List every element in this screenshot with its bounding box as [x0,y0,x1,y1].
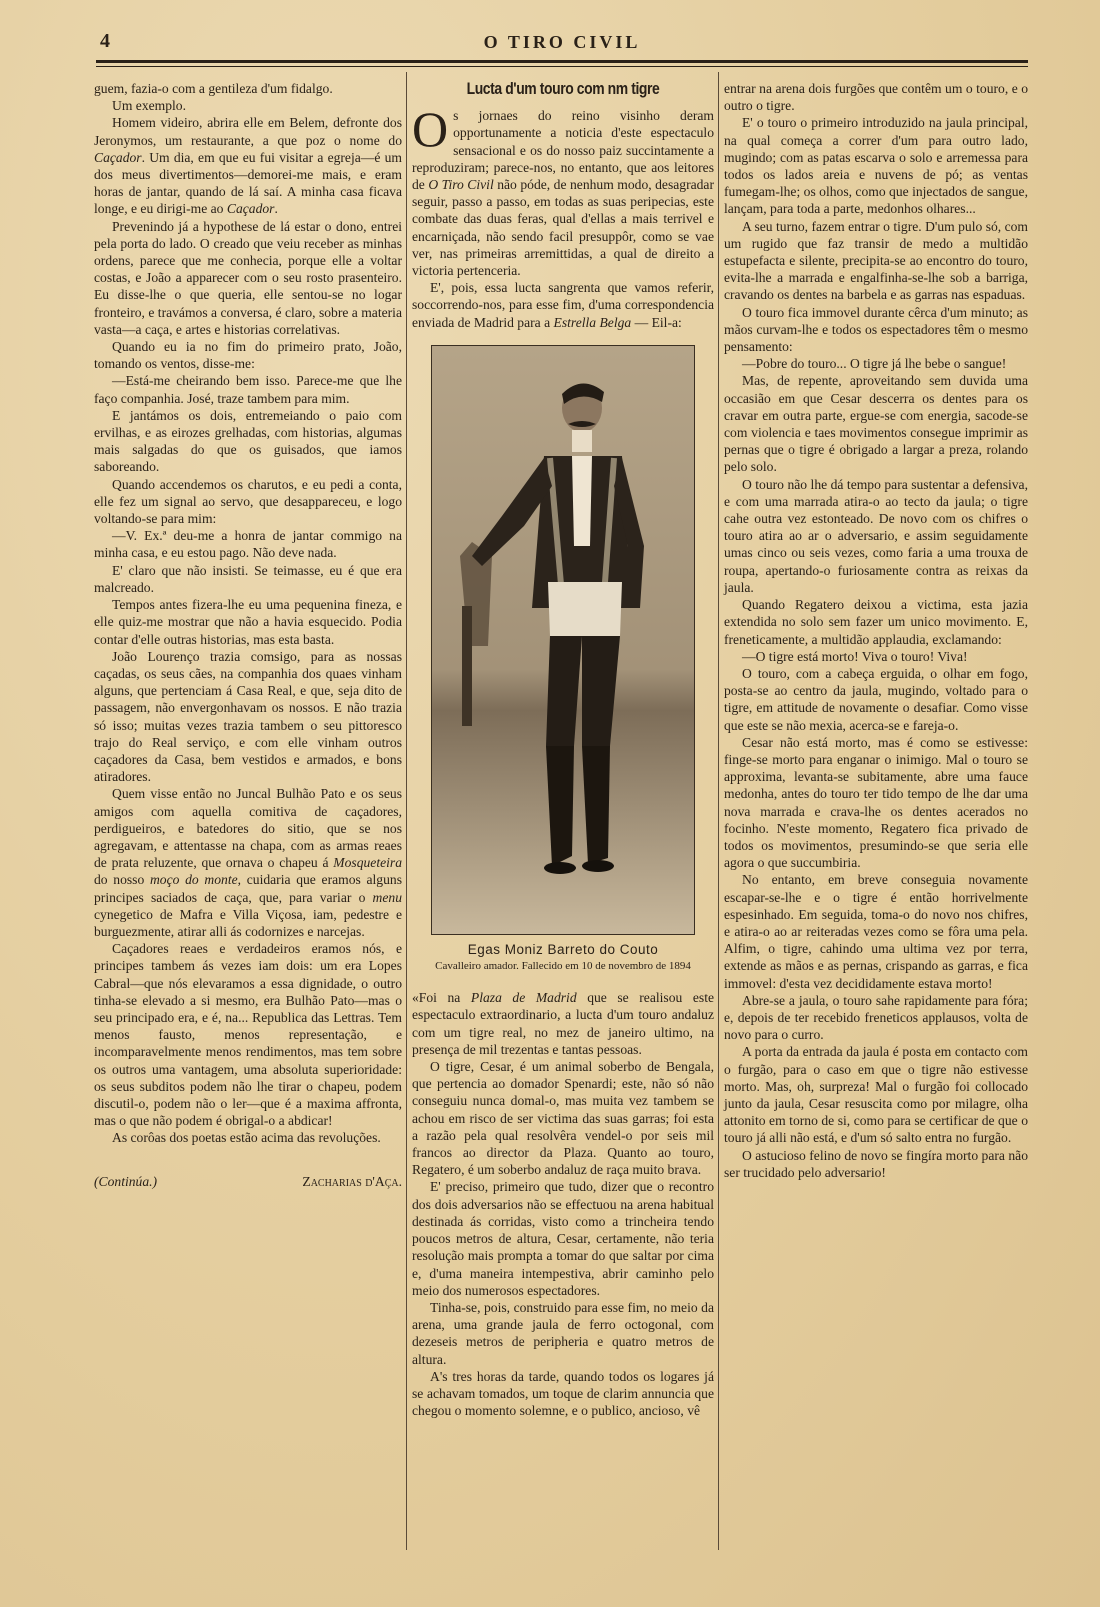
paragraph: —Está-me cheirando bem isso. Parece-me que lhe faço companhia. José, traze tambem para mim. [94,373,402,406]
paragraph: A porta da entrada da jaula é posta em contacto com o furgão, para o caso em que o tigre não estivesse morto. Mas, oh, surpreza! Mal o furgão foi collocado junto da jaula, Cesar resuscita como por milagre, olha attonito em torno de si, como para se certificar de que o touro já alli não está, e d'um só salto entra no furgão. [724,1044,1028,1146]
signature-line [94,1173,402,1190]
left-column-text [94,80,402,1147]
author-signature: Zacharias d'Aça. [302,1173,402,1189]
paragraph: O touro não lhe dá tempo para sustentar a defensiva, e com uma marrada atira-o ao tecto da jaula; o tigre cahe outra vez estonteado. De novo com os chifres o touro atira ao ar o adversario, e assim seguidamente umas cinco ou seis vezes, como faria a uma trouxa de roupa, apertando-o furiosamente contra as reixas da jaula. [724,476,1028,595]
right-column [724,80,1028,1181]
paragraph: Cesar não está morto, mas é como se estivesse: finge-se morto para enganar o inimigo. Mal o touro se approxima, levanta-se subitamente, abre uma fauce medonha, antes do touro ter tido tempo de lhe dar uma nova marrada e crava-lhe os dentes acerados no focinho. N'este momento, Regatero fica privado de todos os movimentos, presumindo-se que seria elle agora o que succumbiria. [724,734,1028,871]
italic-text: Caçador [226,201,275,217]
italic-text: Plaza de Madrid [470,990,577,1006]
paragraph: O tigre, Cesar, é um animal soberbo de Bengala, que pertencia ao domador Spenardi; este, não só não conseguiu nunca domal-o, mas muita vez tambem se achou em risco de ser victima das suas garras; foi esta a razão pela qual resolvêra vendel-o por seis mil francos ao director da Plaza. Quanto ao touro, Regatero, é um soberbo andaluz de raça muito brava. [412,1059,714,1178]
paragraph: —Pobre do touro... O tigre já lhe bebe o sangue! [742,356,1007,372]
page-number: 4 [100,30,110,52]
drop-cap: O [412,101,449,158]
paragraph: João Lourenço trazia comsigo, para as nossas caçadas, os seus cães, na companhia dos quaes vinham alguns, que pertenciam á Casa Real, e que, seja dito de passagem, não envergonhavam os nossos. E não trazia só isso; muitas vezes trazia tambem o seu pittoresco trajo do Real serviço, e com elle vinham outros caçadores da Casa, bem vestidos e armados, e bons atiradores. [94,648,402,785]
paragraph: Quando Regatero deixou a victima, esta jazia extendida no solo sem fazer um unico movimento. E, freneticamente, a multidão applaudia, exclamando: [724,597,1028,647]
paragraph: Quando accendemos os charutos, e eu pedi a conta, elle fez um signal ao servo, que desappareceu, e logo voltando-se para mim: [94,476,402,527]
paragraph: O touro fica immovel durante cêrca d'um minuto; as mãos curvam-lhe e todos os espectadores têm o mesmo pensamento: [724,304,1028,355]
column-divider-left [406,72,407,1550]
paragraph: entrar na arena dois furgões que contêm um o touro, e o outro o tigre. [724,81,1028,114]
intro-paragraph: Os jornaes do reino visinho deram opportunamente a noticia d'este espectaculo sensacional e os do nosso paiz succintamente a reproduziram; parece-nos, no entanto, que aos leitores de O Tiro Civil não póde, de nenhum modo, desagradar seguir, passo a passo, em todas as suas peripecias, este combate das duas feras, qual d'ellas a mais terrivel e encarniçada, não sendo facil presuppôr, como se vae ver, nas primeiras arremittidas, a qual de direito a victoria pertenceria. [412,101,714,279]
italic-text: menu [372,889,402,905]
photo-caption-title: Egas Moniz Barreto do Couto [467,941,659,957]
paragraph: O astucioso felino de novo se fingíra morto para não ser trucidado pelo adversario! [724,1147,1028,1180]
column-divider-right [718,72,719,1550]
italic-text: moço do monte [149,872,238,888]
paragraph: As corôas dos poetas estão acima das revoluções. [112,1130,381,1146]
header-rule-thick [96,60,1028,63]
paragraph: Prevenindo já a hypothese de lá estar o dono, entrei pela porta do lado. O creado que veiu receber as minhas ordens, parece que me conhecia, porque elle a voltar costas, e João a apparecer com o seu rosto prasenteiro. Eu disse-lhe o que queria, elle sentou-se no logar fronteiro, e travámos a conversa, é claro, sobre a materia vasta—a caça, e artes e historias correlativas. [94,218,402,337]
italic-text: Mosqueteira [333,855,402,871]
paragraph: O touro, com a cabeça erguida, o olhar em fogo, posta-se ao centro da jaula, mugindo, voltado para o tigre, em attitude de novamente o desafiar. Como visse que este se não mexia, acerca-se e fareja-o. [724,665,1028,733]
paragraph: Quando eu ia no fim do primeiro prato, João, tomando os ventos, disse-me: [94,339,402,372]
paragraph: Quem visse então no Juncal Bulhão Pato e os seus amigos com aquella comitiva de caçadores, perdigueiros, e batedores do sitio, que se nos agregavam, e attentasse na chapa, com as armas reaes de prata reluzente, que ornava o chapeu á Mosqueteira do nosso moço do monte, cuidaria que eramos alguns principes saciados de caça, que, para variar o menu cynegetico de Mafra e Villa Viçosa, iam, pedestre e burguezmente, atirar alli ás codornizes e narcejas. [94,786,402,939]
photo-caption-subtitle: Cavalleiro amador. Fallecido em 10 de novembro de 1894 [435,960,691,973]
middle-column-text [412,989,714,1419]
paragraph: Homem videiro, abrira elle em Belem, defronte dos Jeronymos, um restaurante, a que poz o nome do Caçador. Um dia, em que eu fui visitar a egreja—é um dos meus divertimentos—demorei-me mais, e eram horas de jantar, quando de lá saí. A minha casa ficava longe, e eu dirigi-me ao Caçador. [94,115,402,217]
paragraph: E', pois, essa lucta sangrenta que vamos referir, soccorrendo-nos, para esse fim, d'uma correspondencia enviada de Madrid para a Estrella Belga — Eil-a: [412,280,714,330]
paragraph: —V. Ex.ª deu-me a honra de jantar commigo na minha casa, e eu estou pago. Não deve nada. [94,528,402,561]
paragraph: Abre-se a jaula, o touro sahe rapidamente para fóra; e, depois de ter recebido freneticos applausos, volta de novo para o curro. [724,992,1028,1043]
paragraph: —O tigre está morto! Viva o touro! Viva! [742,648,968,664]
paragraph: E' claro que não insisti. Se teimasse, eu é que era malcreado. [94,562,402,595]
paragraph: guem, fazia-o com a gentileza d'um fidalgo. [94,81,333,96]
paragraph: Caçadores reaes e verdadeiros eramos nós, e principes tambem ás vezes iam dois: um era Lopes Cabral—que nós elevaramos a essa dignidade, o outro tinha-se elevado a si mesmo, era Bulhão Pato—mas o seu principado era, e é, na... Republica das Lettras. Tem menos fausto, menos representação, e incomparavelmente menos rendimentos, mas tem sobre os outros uma vantagem, uma absoluta superioridade: os seus subditos podem não lhe tirar o chapeu, podem discutil-o, podem não o ler—que é a maxima affronta, mas o que não podem é obrigal-o a abdicar! [94,941,402,1129]
left-column [94,80,402,1190]
paragraph: E' preciso, primeiro que tudo, dizer que o recontro dos dois adversarios não se effectuou na arena habitual destinada ás corridas, visto como a trincheira tendo poucos metros de altura, Cesar, certamente, não teria resolução mais prompta a tomar do que saltar por cima e, d'uma maneira intempestiva, abrir caminho pelo meio dos numerosos espectadores. [412,1179,714,1298]
paragraph: E' o touro o primeiro introduzido na jaula principal, na qual começa a correr d'um para outro lado, mugindo; com as patas escarva o solo e arremessa para todos os lados areia e nuvens de pó; as ventas fumegam-lhe; os olhos, como que injectados de sangue, lançam, para toda a parte, medonhos olhares... [724,115,1028,217]
paragraph: A seu turno, fazem entrar o tigre. D'um pulo só, com um rugido que faz transir de medo a multidão estupefacta e silente, precipita-se ao encontro do touro, evita-lhe a marrada e engalfinha-se-lhe sob a barriga, cravando os dentes na barbela e as garras nas espaduas. [724,218,1028,303]
header-rule-thin [96,66,1028,67]
right-column-text [724,80,1028,1181]
article-title: Lucta d'um touro com nm tigre [466,79,660,98]
paragraph: Mas, de repente, aproveitando sem duvida uma occasião em que Cesar descerra os dentes para os cravar em outra parte, ergue-se com energia, sacode-se com violencia e taes movimentos consegue imprimir as pernas que o tigre é obrigado a largar a preza, rolando pelo solo. [724,373,1028,475]
italic-text: Caçador [94,149,142,165]
paragraph: «Foi na Plaza de Madrid que se realisou este espectaculo extraordinario, a lucta d'um touro andaluz com um tigre real, no mez de janeiro ultimo, na presença de mil trezentas e tantas pessoas. [412,990,715,1057]
continua-note: (Continúa.) [94,1173,158,1189]
paragraph: No entanto, em breve conseguia novamente escapar-se-lhe e o tigre é então horrivelmente espesinhado. Em seguida, toma-o do novo nos chifres, e atira-o ao ar reiteradas vezes como se fôra uma pela. Alfim, o tigre, cahindo uma ultima vez por terra, extende as mãos e as pernas, crispando as garras, e fica immovel: d'esta vez decididamente estava morto! [724,872,1028,991]
portrait-photo [431,345,695,935]
paragraph: A's tres horas da tarde, quando todos os logares já se achavam tomados, um toque de clarim annuncia que chegou o momento solemne, e o publico, ancioso, vê [412,1368,714,1419]
newspaper-title: O TIRO CIVIL [483,32,641,52]
paragraph: Tempos antes fizera-lhe eu uma pequenina fineza, e elle quiz-me mostrar que não a havia esquecido. Podia contar d'elle outras historias, mas esta basta. [94,597,402,647]
paragraph: Um exemplo. [112,98,186,114]
middle-column [412,80,714,1419]
paragraph: Tinha-se, pois, construido para esse fim, no meio da arena, uma grande jaula de ferro octogonal, com dezeseis metros de peripheria e quatro metros de altura. [412,1299,714,1367]
paragraph: E jantámos os dois, entremeiando o paio com ervilhas, e as eirozes grelhadas, com historias, algumas mais salgadas do que os guisados, que iamos saboreando. [94,407,402,475]
